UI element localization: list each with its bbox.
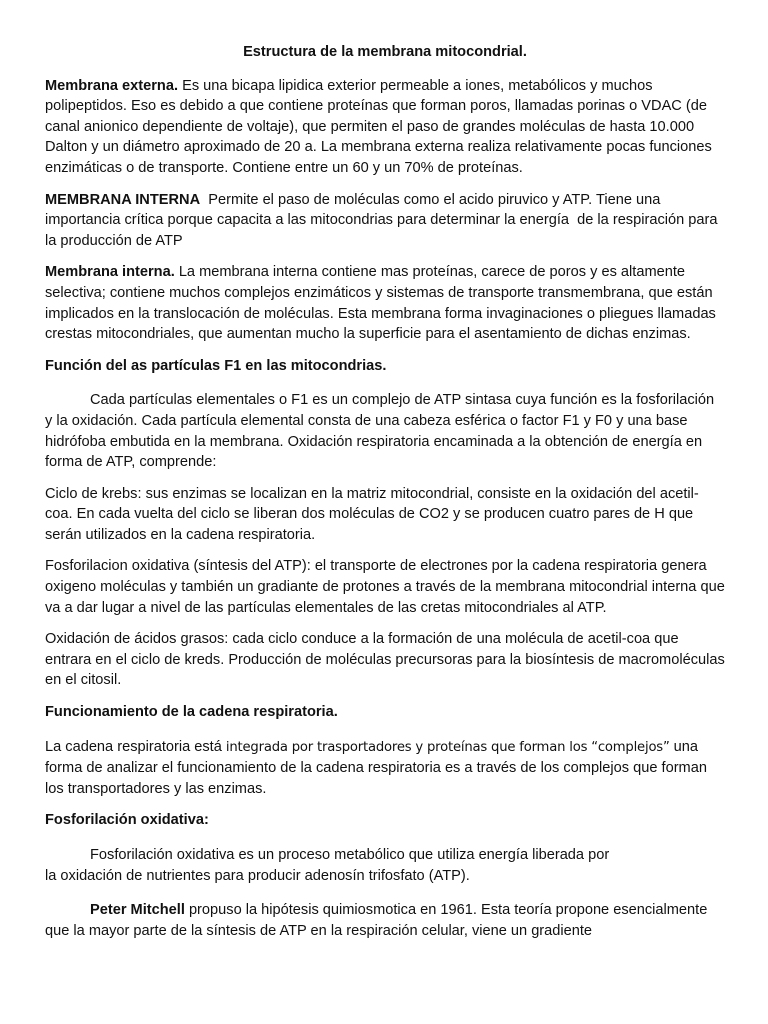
cadena-text-a: La cadena respiratoria está bbox=[45, 738, 226, 755]
lead-membrana-interna: Membrana interna. bbox=[45, 264, 175, 281]
paragraph-peter-mitchell bbox=[45, 900, 725, 941]
paragraph-membrana-interna-caps bbox=[45, 190, 725, 252]
cadena-text-b: integrada por trasportadores y proteínas que forman los “complejos” bbox=[225, 739, 670, 755]
document-title: Estructura de la membrana mitocondrial. bbox=[243, 44, 527, 60]
heading-funcion-f1: Función del as partículas F1 en las mitocondrias. bbox=[45, 357, 387, 374]
heading-fosforilacion-oxidativa: Fosforilación oxidativa: bbox=[45, 812, 209, 829]
paragraph-particulas-f1: Cada partículas elementales o F1 es un complejo de ATP sintasa cuya función es la fosforilación y la oxidación. Cada partícula elemental consta de una cabeza esférica o factor F1 y F0 y una base hidrófoba embutida en la membrana. Oxidación respiratoria encaminada a la obtención de energía en forma de ATP, comprende: bbox=[45, 392, 715, 471]
paragraph-fosforilacion-definicion bbox=[45, 845, 725, 886]
lead-peter-mitchell: Peter Mitchell bbox=[90, 902, 185, 919]
paragraph-membrana-externa bbox=[45, 76, 725, 179]
text-membrana-interna-caps: Permite el paso de moléculas como el acido piruvico y ATP. Tiene una importancia crítica porque capacita a las mitocondrias para determinar la energía de la respiración para la producción de ATP bbox=[45, 191, 722, 249]
lead-membrana-externa: Membrana externa. bbox=[45, 77, 179, 94]
paragraph-cadena-respiratoria bbox=[45, 737, 725, 800]
paragraph-oxidacion-acidos-grasos: Oxidación de ácidos grasos: cada ciclo conduce a la formación de una molécula de acetil-coa que entrara en el ciclo de kreds. Producción de moléculas precursoras para la biosíntesis de macromoléculas en el citosil. bbox=[45, 631, 725, 689]
heading-cadena-respiratoria: Funcionamiento de la cadena respiratoria. bbox=[45, 704, 338, 721]
document-page bbox=[45, 38, 725, 952]
paragraph-ciclo-krebs: Ciclo de krebs: sus enzimas se localizan en la matriz mitocondrial, consiste en la oxidación del acetil-coa. En cada vuelta del ciclo se liberan dos moléculas de CO2 y se producen cuatro pares de H que serán utilizados en la cadena respiratoria. bbox=[45, 485, 699, 543]
fosforilacion-line-1: Fosforilación oxidativa es un proceso metabólico que utiliza energía liberada por bbox=[90, 847, 610, 863]
paragraph-membrana-interna bbox=[45, 262, 725, 344]
lead-membrana-interna-caps: MEMBRANA INTERNA bbox=[45, 191, 201, 208]
paragraph-fosforilacion-oxidativa-sintesis: Fosforilacion oxidativa (síntesis del ATP): el transporte de electrones por la cadena respiratoria genera oxigeno moléculas y también un gradiante de protones a través de la membrana mitocondrial interna que va a dar lugar a nivel de las partículas elementales de las cretas mitocondriales al ATP. bbox=[45, 558, 725, 616]
text-membrana-interna: La membrana interna contiene mas proteínas, carece de poros y es altamente selectiva; contiene muchos complejos enzimáticos y sistemas de transporte transmembrana, que están implicados en la translocación de moléculas. Esta membrana forma invaginaciones o pliegues llamadas crestas mitocondriales, que aumentan mucho la superficie para el asentamiento de dichas enzimas. bbox=[45, 264, 716, 343]
fosforilacion-line-2: la oxidación de nutrientes para producir adenosín trifosfato (ATP). bbox=[45, 867, 470, 884]
cadena-text-c: una forma de analizar el funcionamiento de la cadena respiratoria es a través de los complejos que forman los transportadores y las enzimas. bbox=[45, 738, 707, 797]
text-membrana-externa: Es una bicapa lipidica exterior permeable a iones, metabólicos y muchos polipeptidos. Eso es debido a que contiene proteínas que forman poros, llamadas porinas o VDAC (de canal anionico dependiente de voltaje), que permiten el paso de grandes moléculas de hasta 10.000 Dalton y un diámetro aproximado de 20 a. La membrana externa realiza relativamente pocas funciones enzimáticas o de transporte. Contiene entre un 60 y un 70% de proteínas. bbox=[45, 77, 712, 176]
text-peter-mitchell: propuso la hipótesis quimiosmotica en 1961. Esta teoría propone esencialmente que la mayor parte de la síntesis de ATP en la respiración celular, viene un gradiente bbox=[45, 902, 708, 939]
